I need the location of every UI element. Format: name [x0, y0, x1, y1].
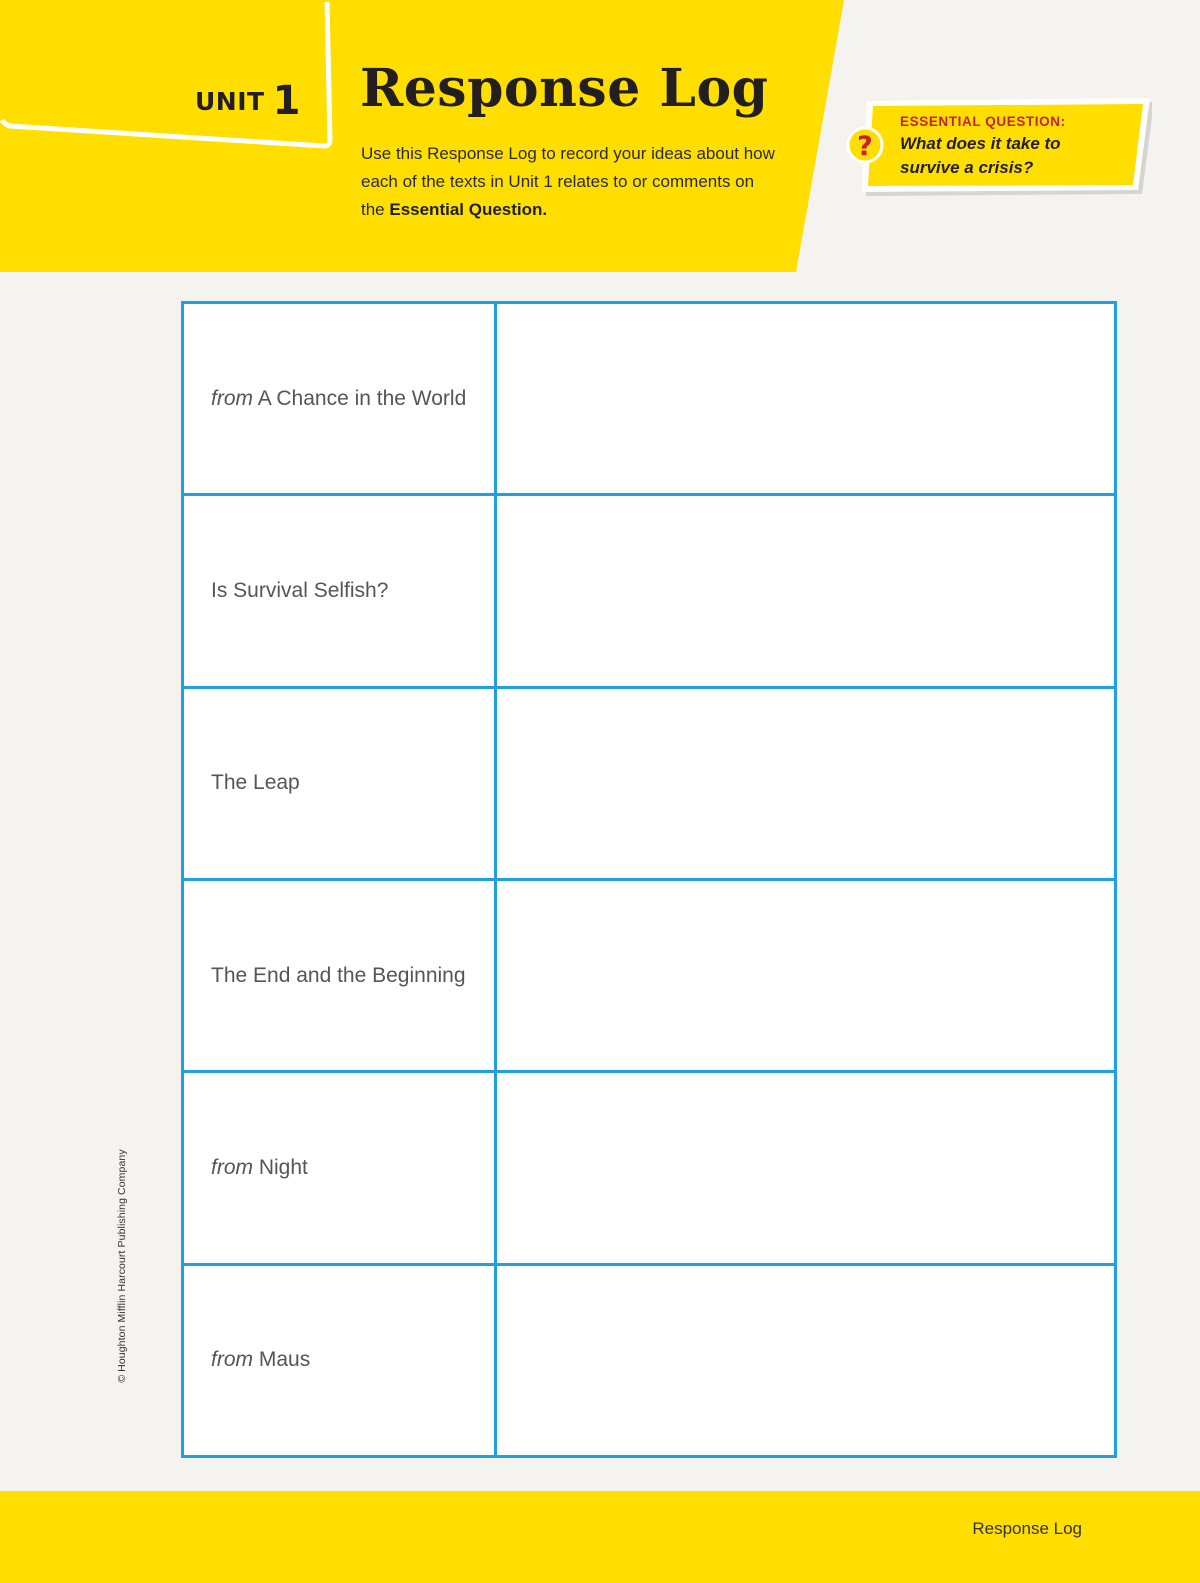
response-cell[interactable]	[496, 1264, 1116, 1456]
text-title: Maus	[258, 1348, 311, 1372]
text-title-cell	[183, 303, 496, 495]
title-prefix: from	[211, 1155, 253, 1179]
response-log-body	[183, 303, 1116, 1457]
unit-word: UNIT	[195, 87, 265, 116]
response-cell[interactable]	[496, 303, 1116, 495]
text-title: The Leap	[211, 771, 300, 795]
log-row	[183, 1264, 1116, 1456]
log-row	[183, 687, 1116, 879]
text-title-cell	[183, 1072, 496, 1264]
response-log-table	[181, 301, 1117, 1458]
intro-text-body: Use this Response Log to record your ideas about how each of the texts in Unit 1 relates to or comments on the	[361, 144, 775, 219]
text-title-cell	[183, 687, 496, 879]
page-title: Response Log	[360, 58, 769, 119]
copyright-notice: © Houghton Mifflin Harcourt Publishing Company	[116, 1149, 128, 1383]
svg-text:?: ?	[857, 131, 873, 162]
unit-label	[195, 78, 301, 124]
log-row	[183, 495, 1116, 687]
intro-text	[361, 140, 781, 224]
response-cell[interactable]	[496, 495, 1116, 687]
log-row	[183, 1072, 1116, 1264]
text-title-cell	[183, 1264, 496, 1456]
footer-label: Response Log	[972, 1519, 1082, 1538]
essential-question-label: ESSENTIAL QUESTION:	[900, 114, 1066, 129]
footer-band	[0, 1491, 1200, 1583]
response-cell[interactable]	[496, 879, 1116, 1071]
intro-text-emphasis: Essential Question.	[389, 200, 548, 219]
log-row	[183, 879, 1116, 1071]
response-cell[interactable]	[496, 687, 1116, 879]
log-row	[183, 303, 1116, 495]
title-prefix: from	[211, 1348, 253, 1372]
text-title: A Chance in the World	[257, 386, 467, 410]
response-cell[interactable]	[496, 1072, 1116, 1264]
question-mark-icon	[846, 126, 884, 164]
text-title-cell	[183, 495, 496, 687]
text-title: Night	[258, 1155, 308, 1179]
essential-question-text: What does it take to survive a crisis?	[900, 134, 1061, 177]
title-prefix: from	[211, 386, 253, 410]
essential-question-box	[857, 98, 1152, 196]
text-title: Is Survival Selfish?	[211, 578, 389, 602]
text-title-cell	[183, 879, 496, 1071]
unit-number: 1	[272, 78, 301, 124]
text-title: The End and the Beginning	[211, 963, 466, 987]
